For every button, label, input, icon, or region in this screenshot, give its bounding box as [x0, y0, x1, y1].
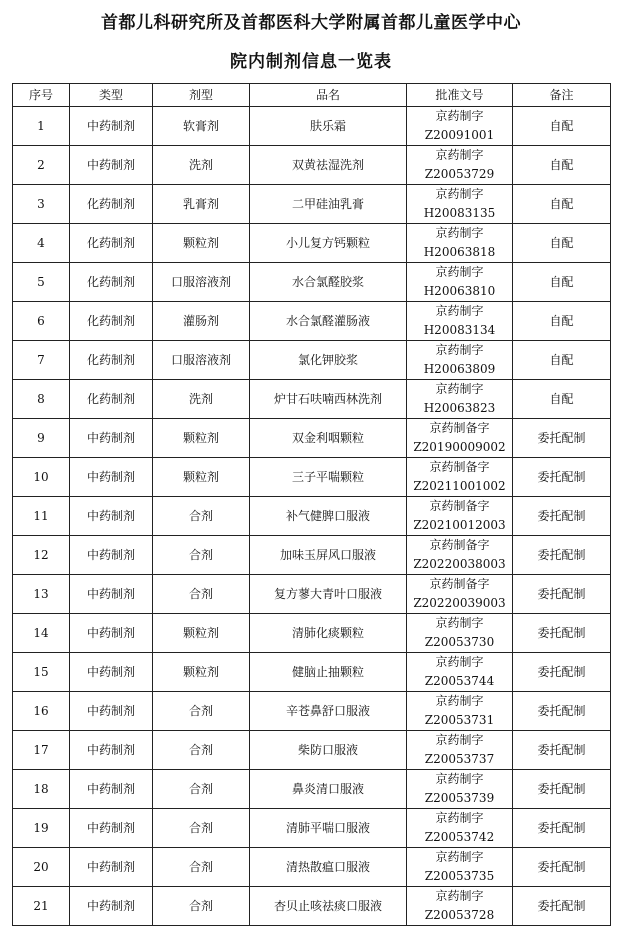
column-header-no: 序号 — [13, 84, 70, 107]
cell-no: 15 — [13, 653, 70, 692]
cell-type: 中药制剂 — [70, 536, 153, 575]
cell-approval — [407, 146, 513, 185]
column-header-form: 剂型 — [153, 84, 250, 107]
approval-code: Z20053737 — [424, 752, 495, 766]
cell-no: 17 — [13, 731, 70, 770]
cell-note: 委托配制 — [513, 575, 611, 614]
cell-type: 化药制剂 — [70, 185, 153, 224]
cell-approval — [407, 224, 513, 263]
table-row — [13, 107, 611, 146]
table-row — [13, 848, 611, 887]
cell-form: 颗粒剂 — [153, 614, 250, 653]
table-header-row — [13, 84, 611, 107]
table-row — [13, 302, 611, 341]
approval-code: Z20210012003 — [413, 518, 506, 532]
approval-prefix: 京药制备字 — [429, 499, 490, 513]
approval-code: Z20053742 — [424, 830, 495, 844]
cell-note: 委托配制 — [513, 692, 611, 731]
approval-code: Z20053728 — [424, 908, 495, 922]
cell-no: 21 — [13, 887, 70, 926]
approval-prefix: 京药制字 — [435, 811, 484, 825]
cell-form: 颗粒剂 — [153, 224, 250, 263]
cell-type: 化药制剂 — [70, 302, 153, 341]
table-row — [13, 224, 611, 263]
cell-no: 13 — [13, 575, 70, 614]
cell-note: 自配 — [513, 146, 611, 185]
cell-note: 委托配制 — [513, 887, 611, 926]
cell-type: 化药制剂 — [70, 380, 153, 419]
approval-prefix: 京药制字 — [435, 226, 484, 240]
cell-form: 合剂 — [153, 536, 250, 575]
cell-type: 中药制剂 — [70, 731, 153, 770]
approval-prefix: 京药制备字 — [429, 538, 490, 552]
cell-approval — [407, 887, 513, 926]
approval-code: H20063823 — [423, 401, 496, 415]
document-title: 首都儿科研究所及首都医科大学附属首都儿童医学中心 — [101, 13, 521, 33]
approval-code: Z20053731 — [424, 713, 495, 727]
approval-prefix: 京药制字 — [435, 343, 484, 357]
cell-type: 化药制剂 — [70, 341, 153, 380]
cell-approval — [407, 458, 513, 497]
table-body — [13, 107, 611, 926]
cell-name: 肤乐霜 — [250, 107, 407, 146]
cell-form: 合剂 — [153, 848, 250, 887]
approval-prefix: 京药制字 — [435, 148, 484, 162]
cell-type: 中药制剂 — [70, 848, 153, 887]
cell-name: 鼻炎清口服液 — [250, 770, 407, 809]
approval-code: Z20053739 — [424, 791, 495, 805]
cell-no: 14 — [13, 614, 70, 653]
cell-form: 洗剂 — [153, 146, 250, 185]
preparation-table — [12, 83, 611, 926]
cell-form: 合剂 — [153, 809, 250, 848]
cell-name: 小儿复方钙颗粒 — [250, 224, 407, 263]
cell-note: 委托配制 — [513, 458, 611, 497]
cell-form: 合剂 — [153, 575, 250, 614]
cell-approval — [407, 575, 513, 614]
cell-note: 委托配制 — [513, 848, 611, 887]
approval-prefix: 京药制字 — [435, 889, 484, 903]
cell-form: 合剂 — [153, 497, 250, 536]
cell-no: 9 — [13, 419, 70, 458]
approval-code: Z20211001002 — [413, 479, 506, 493]
cell-name: 双黄祛湿洗剂 — [250, 146, 407, 185]
cell-approval — [407, 653, 513, 692]
cell-name: 水合氯醛胶浆 — [250, 263, 407, 302]
cell-form: 颗粒剂 — [153, 653, 250, 692]
approval-prefix: 京药制字 — [435, 772, 484, 786]
cell-form: 合剂 — [153, 770, 250, 809]
cell-note: 委托配制 — [513, 536, 611, 575]
cell-note: 自配 — [513, 107, 611, 146]
approval-code: H20083134 — [423, 323, 496, 337]
document-subtitle: 院内制剂信息一览表 — [230, 52, 392, 72]
cell-form: 灌肠剂 — [153, 302, 250, 341]
cell-note: 自配 — [513, 341, 611, 380]
table-row — [13, 146, 611, 185]
cell-name: 清肺平喘口服液 — [250, 809, 407, 848]
table-row — [13, 497, 611, 536]
cell-name: 柴防口服液 — [250, 731, 407, 770]
cell-name: 二甲硅油乳膏 — [250, 185, 407, 224]
table-row — [13, 263, 611, 302]
table-row — [13, 887, 611, 926]
cell-form: 合剂 — [153, 731, 250, 770]
cell-note: 委托配制 — [513, 419, 611, 458]
table-row — [13, 458, 611, 497]
column-header-type: 类型 — [70, 84, 153, 107]
approval-code: H20083135 — [423, 206, 496, 220]
table-row — [13, 770, 611, 809]
cell-type: 中药制剂 — [70, 653, 153, 692]
approval-prefix: 京药制字 — [435, 187, 484, 201]
cell-approval — [407, 770, 513, 809]
cell-type: 中药制剂 — [70, 770, 153, 809]
approval-prefix: 京药制备字 — [429, 421, 490, 435]
cell-note: 委托配制 — [513, 770, 611, 809]
cell-type: 中药制剂 — [70, 146, 153, 185]
cell-form: 口服溶液剂 — [153, 341, 250, 380]
cell-type: 中药制剂 — [70, 809, 153, 848]
cell-approval — [407, 185, 513, 224]
cell-name: 健脑止抽颗粒 — [250, 653, 407, 692]
cell-name: 复方蓼大青叶口服液 — [250, 575, 407, 614]
cell-type: 中药制剂 — [70, 614, 153, 653]
cell-approval — [407, 341, 513, 380]
cell-name: 清肺化痰颗粒 — [250, 614, 407, 653]
approval-code: Z20190009002 — [413, 440, 506, 454]
table-row — [13, 809, 611, 848]
cell-form: 合剂 — [153, 692, 250, 731]
cell-type: 化药制剂 — [70, 224, 153, 263]
approval-code: H20063809 — [423, 362, 496, 376]
cell-name: 杏贝止咳祛痰口服液 — [250, 887, 407, 926]
cell-form: 口服溶液剂 — [153, 263, 250, 302]
cell-note: 自配 — [513, 224, 611, 263]
table-row — [13, 380, 611, 419]
cell-type: 中药制剂 — [70, 692, 153, 731]
cell-form: 合剂 — [153, 887, 250, 926]
cell-approval — [407, 302, 513, 341]
cell-approval — [407, 809, 513, 848]
cell-note: 委托配制 — [513, 653, 611, 692]
approval-prefix: 京药制字 — [435, 265, 484, 279]
approval-code: H20063810 — [423, 284, 496, 298]
cell-note: 委托配制 — [513, 497, 611, 536]
cell-type: 中药制剂 — [70, 497, 153, 536]
cell-approval — [407, 731, 513, 770]
approval-prefix: 京药制字 — [435, 733, 484, 747]
approval-prefix: 京药制字 — [435, 616, 484, 630]
cell-form: 软膏剂 — [153, 107, 250, 146]
cell-name: 加味玉屏风口服液 — [250, 536, 407, 575]
cell-type: 中药制剂 — [70, 887, 153, 926]
cell-no: 3 — [13, 185, 70, 224]
cell-name: 氯化钾胶浆 — [250, 341, 407, 380]
approval-code: Z20053730 — [424, 635, 495, 649]
approval-code: Z20053735 — [424, 869, 495, 883]
cell-no: 6 — [13, 302, 70, 341]
cell-note: 自配 — [513, 263, 611, 302]
table-row — [13, 692, 611, 731]
approval-prefix: 京药制字 — [435, 655, 484, 669]
cell-approval — [407, 848, 513, 887]
approval-code: Z20053744 — [424, 674, 495, 688]
cell-approval — [407, 380, 513, 419]
cell-approval — [407, 692, 513, 731]
cell-no: 2 — [13, 146, 70, 185]
cell-type: 中药制剂 — [70, 458, 153, 497]
approval-prefix: 京药制字 — [435, 382, 484, 396]
cell-note: 自配 — [513, 302, 611, 341]
cell-note: 委托配制 — [513, 809, 611, 848]
cell-no: 12 — [13, 536, 70, 575]
cell-no: 7 — [13, 341, 70, 380]
cell-name: 三子平喘颗粒 — [250, 458, 407, 497]
cell-approval — [407, 419, 513, 458]
approval-code: Z20053729 — [424, 167, 495, 181]
approval-prefix: 京药制字 — [435, 109, 484, 123]
table-row — [13, 419, 611, 458]
table-row — [13, 653, 611, 692]
approval-prefix: 京药制字 — [435, 304, 484, 318]
table-row — [13, 536, 611, 575]
column-header-approval: 批准文号 — [407, 84, 513, 107]
table-row — [13, 341, 611, 380]
cell-name: 炉甘石呋喃西林洗剂 — [250, 380, 407, 419]
cell-approval — [407, 536, 513, 575]
cell-note: 委托配制 — [513, 731, 611, 770]
cell-type: 中药制剂 — [70, 107, 153, 146]
cell-type: 中药制剂 — [70, 575, 153, 614]
table-row — [13, 731, 611, 770]
column-header-name: 品名 — [250, 84, 407, 107]
approval-prefix: 京药制字 — [435, 850, 484, 864]
approval-prefix: 京药制字 — [435, 694, 484, 708]
cell-no: 1 — [13, 107, 70, 146]
cell-no: 11 — [13, 497, 70, 536]
cell-no: 8 — [13, 380, 70, 419]
cell-no: 20 — [13, 848, 70, 887]
approval-prefix: 京药制备字 — [429, 577, 490, 591]
cell-no: 4 — [13, 224, 70, 263]
cell-name: 清热散瘟口服液 — [250, 848, 407, 887]
cell-approval — [407, 497, 513, 536]
cell-approval — [407, 263, 513, 302]
cell-no: 16 — [13, 692, 70, 731]
cell-approval — [407, 614, 513, 653]
table-row — [13, 185, 611, 224]
cell-type: 中药制剂 — [70, 419, 153, 458]
approval-code: Z20220039003 — [413, 596, 506, 610]
cell-note: 自配 — [513, 185, 611, 224]
cell-name: 辛苍鼻舒口服液 — [250, 692, 407, 731]
cell-note: 委托配制 — [513, 614, 611, 653]
cell-no: 18 — [13, 770, 70, 809]
cell-form: 颗粒剂 — [153, 419, 250, 458]
approval-prefix: 京药制备字 — [429, 460, 490, 474]
cell-type: 化药制剂 — [70, 263, 153, 302]
cell-approval — [407, 107, 513, 146]
cell-form: 洗剂 — [153, 380, 250, 419]
cell-no: 19 — [13, 809, 70, 848]
approval-code: Z20091001 — [424, 128, 495, 142]
cell-name: 水合氯醛灌肠液 — [250, 302, 407, 341]
cell-name: 双金利咽颗粒 — [250, 419, 407, 458]
cell-name: 补气健脾口服液 — [250, 497, 407, 536]
cell-form: 颗粒剂 — [153, 458, 250, 497]
approval-code: Z20220038003 — [413, 557, 506, 571]
cell-note: 自配 — [513, 380, 611, 419]
cell-form: 乳膏剂 — [153, 185, 250, 224]
approval-code: H20063818 — [423, 245, 496, 259]
table-row — [13, 575, 611, 614]
column-header-note: 备注 — [513, 84, 611, 107]
cell-no: 10 — [13, 458, 70, 497]
cell-no: 5 — [13, 263, 70, 302]
table-row — [13, 614, 611, 653]
